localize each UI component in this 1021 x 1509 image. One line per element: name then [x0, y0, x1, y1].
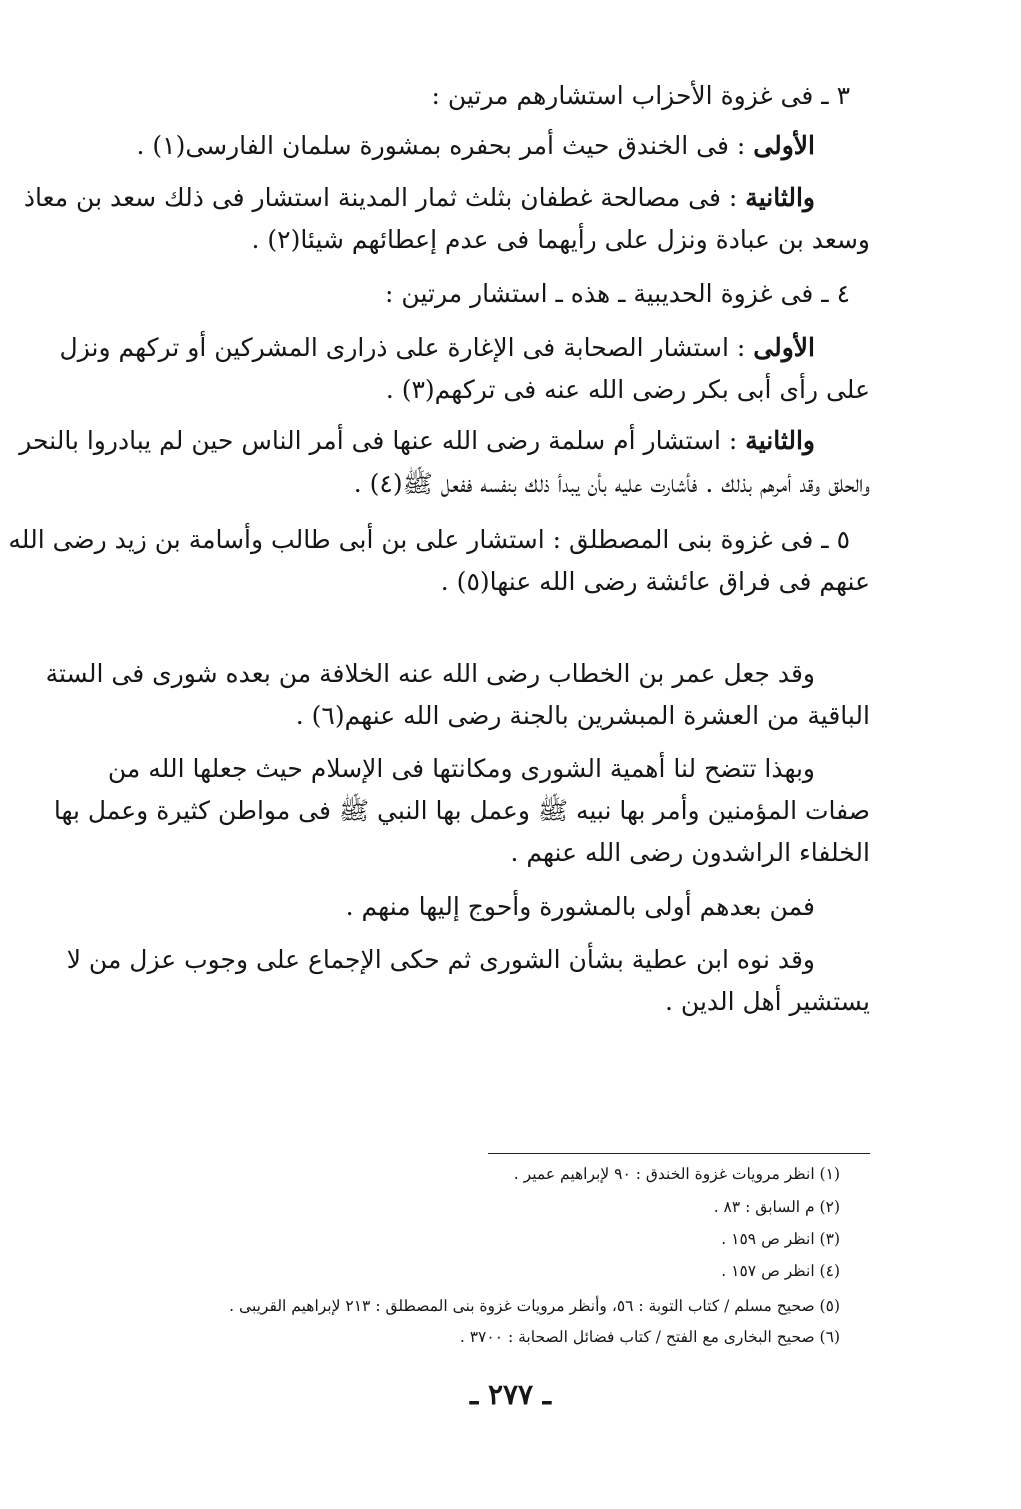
footnote: (٤) انظر ص ١٥٧ .: [721, 1262, 840, 1280]
footnote: (١) انظر مرويات غزوة الخندق : ٩٠ لإبراهيم عمير .: [513, 1165, 840, 1183]
text-line: على رأى أبى بكر رضى الله عنه فى تركهم(٣) .: [385, 375, 870, 404]
footnote: (٦) صحيح البخارى مع الفتح / كتاب فضائل الصحابة : ٣٧٠٠ .: [459, 1328, 840, 1346]
text-line: عنهم فى فراق عائشة رضى الله عنها(٥) .: [440, 567, 870, 596]
footnote-separator: [488, 1153, 870, 1154]
text-line: الخلفاء الراشدون رضى الله عنهم .: [510, 838, 870, 867]
text-line: وقد نوه ابن عطية بشأن الشورى ثم حكى الإجماع على وجوب عزل من لا: [66, 945, 815, 974]
text-line: فمن بعدهم أولى بالمشورة وأحوج إليها منهم .: [345, 892, 815, 921]
text-line: والحلق وقد أمرهم بذلك . فأشارت عليه بأن يبدأ ذلك بنفسه ففعل ﷺ(٤) .: [353, 469, 870, 498]
footnote: (٣) انظر ص ١٥٩ .: [721, 1230, 840, 1248]
text-line: والثانية : استشار أم سلمة رضى الله عنها فى أمر الناس حين لم يبادروا بالنحر: [19, 426, 815, 455]
footnote: (٢) م السابق : ٨٣ .: [713, 1198, 840, 1216]
text-line: ٥ ـ فى غزوة بنى المصطلق : استشار على بن أبى طالب وأسامة بن زيد رضى الله: [8, 525, 850, 554]
footnote: (٥) صحيح مسلم / كتاب التوبة : ٥٦، وأنظر مرويات غزوة بنى المصطلق : ٢١٣ لإبراهيم القريبى .: [229, 1297, 840, 1315]
text-line: ٣ ـ فى غزوة الأحزاب استشارهم مرتين :: [431, 81, 850, 110]
text-line: الباقية من العشرة المبشرين بالجنة رضى الله عنهم(٦) .: [295, 701, 870, 730]
text-line: ٤ ـ فى غزوة الحديبية ـ هذه ـ استشار مرتين :: [385, 279, 850, 308]
text-line: وقد جعل عمر بن الخطاب رضى الله عنه الخلافة من بعده شورى فى الستة: [45, 659, 815, 688]
text-line: وبهذا تتضح لنا أهمية الشورى ومكانتها فى الإسلام حيث جعلها الله من: [107, 754, 815, 783]
text-line: الأولى : استشار الصحابة فى الإغارة على ذرارى المشركين أو تركهم ونزل: [59, 333, 815, 362]
page-number: ـ ٢٧٧ ـ: [469, 1378, 552, 1411]
text-line: الأولى : فى الخندق حيث أمر بحفره بمشورة سلمان الفارسى(١) .: [136, 131, 815, 160]
text-line: صفات المؤمنين وأمر بها نبيه ﷺ وعمل بها النبي ﷺ فى مواطن كثيرة وعمل بها: [53, 796, 870, 825]
text-line: والثانية : فى مصالحة غطفان بثلث ثمار المدينة استشار فى ذلك سعد بن معاذ: [23, 183, 815, 212]
text-line: وسعد بن عبادة ونزل على رأيهما فى عدم إعطائهم شيئا(٢) .: [251, 225, 870, 254]
text-line: يستشير أهل الدين .: [665, 987, 870, 1016]
